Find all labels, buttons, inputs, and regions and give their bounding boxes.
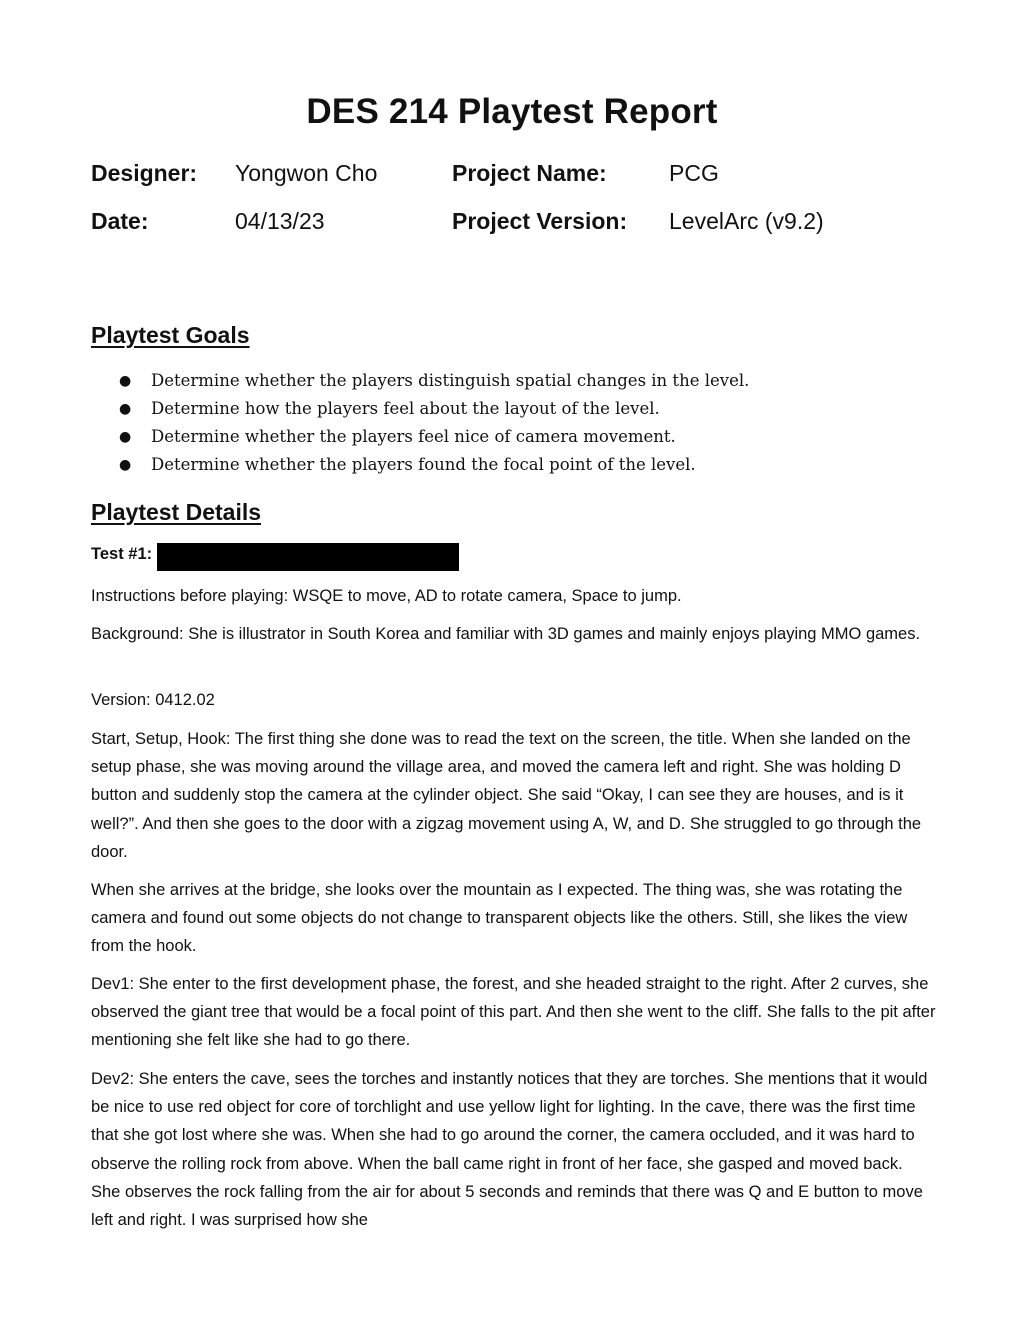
bridge-paragraph: When she arrives at the bridge, she looks over the mountain as I expected. The thing was, she was rotating the camera and found out some objects do not change to transparent objects like the others. Still, she likes the view from the hook. (91, 881, 908, 956)
designer-label: Designer: (91, 160, 198, 186)
project-version-value: LevelArc (v9.2) (669, 208, 824, 234)
test-label: Test #1: (91, 545, 153, 563)
redacted-name-block (157, 543, 459, 571)
goal-text: Determine whether the players feel nice of camera movement. (151, 427, 676, 446)
list-item (91, 367, 749, 395)
list-item (91, 451, 749, 479)
dev1-paragraph: Dev1: She enter to the first development phase, the forest, and she headed straight to the right. After 2 curves, she observed the giant tree that would be a focal point of this part. And then she went to the cliff. She falls to the pit after mentioning she felt like she had to go there. (91, 975, 936, 1050)
list-item (91, 423, 749, 451)
background-paragraph: Background: She is illustrator in South Korea and familiar with 3D games and mainly enjoys playing MMO games. (91, 625, 921, 643)
project-name-value: PCG (669, 160, 719, 186)
bullet-icon: ● (119, 457, 132, 473)
instructions-paragraph: Instructions before playing: WSQE to move, AD to rotate camera, Space to jump. (91, 587, 682, 605)
project-version-label: Project Version: (452, 208, 628, 234)
project-name-label: Project Name: (452, 160, 607, 186)
page-title: DES 214 Playtest Report (306, 92, 718, 131)
date-label: Date: (91, 208, 149, 234)
version-paragraph: Version: 0412.02 (91, 691, 215, 709)
start-setup-hook-paragraph: Start, Setup, Hook: The first thing she done was to read the text on the screen, the title. When she landed on the setup phase, she was moving around the village area, and moved the camera left and right. She was holding D button and suddenly stop the camera at the cylinder object. She said “Okay, I can see they are houses, and is it well?”. And then she goes to the door with a zigzag movement using A, W, and D. She struggled to go through the door. (91, 730, 922, 861)
goal-text: Determine whether the players distinguish spatial changes in the level. (151, 371, 750, 390)
list-item (91, 395, 749, 423)
designer-value: Yongwon Cho (235, 160, 378, 186)
bullet-icon: ● (119, 401, 132, 417)
dev2-paragraph: Dev2: She enters the cave, sees the torches and instantly notices that they are torches. She mentions that it would be nice to use red object for core of torchlight and use yellow light for lighting. In the cave, there was the first time that she got lost where she was. When she had to go around the corner, the camera occluded, and it was hard to observe the rolling rock from above. When the ball came right in front of her face, she gasped and moved back. She observes the rock falling from the air for about 5 seconds and reminds that there was Q and E button to move left and right. I was surprised how she (91, 1070, 928, 1230)
goal-text: Determine whether the players found the focal point of the level. (151, 455, 696, 474)
goals-list (91, 367, 749, 479)
goal-text: Determine how the players feel about the layout of the level. (151, 399, 660, 418)
bullet-icon: ● (119, 429, 132, 445)
details-heading: Playtest Details (91, 499, 262, 525)
goals-heading: Playtest Goals (91, 322, 250, 348)
date-value: 04/13/23 (235, 208, 325, 234)
bullet-icon: ● (119, 373, 132, 389)
